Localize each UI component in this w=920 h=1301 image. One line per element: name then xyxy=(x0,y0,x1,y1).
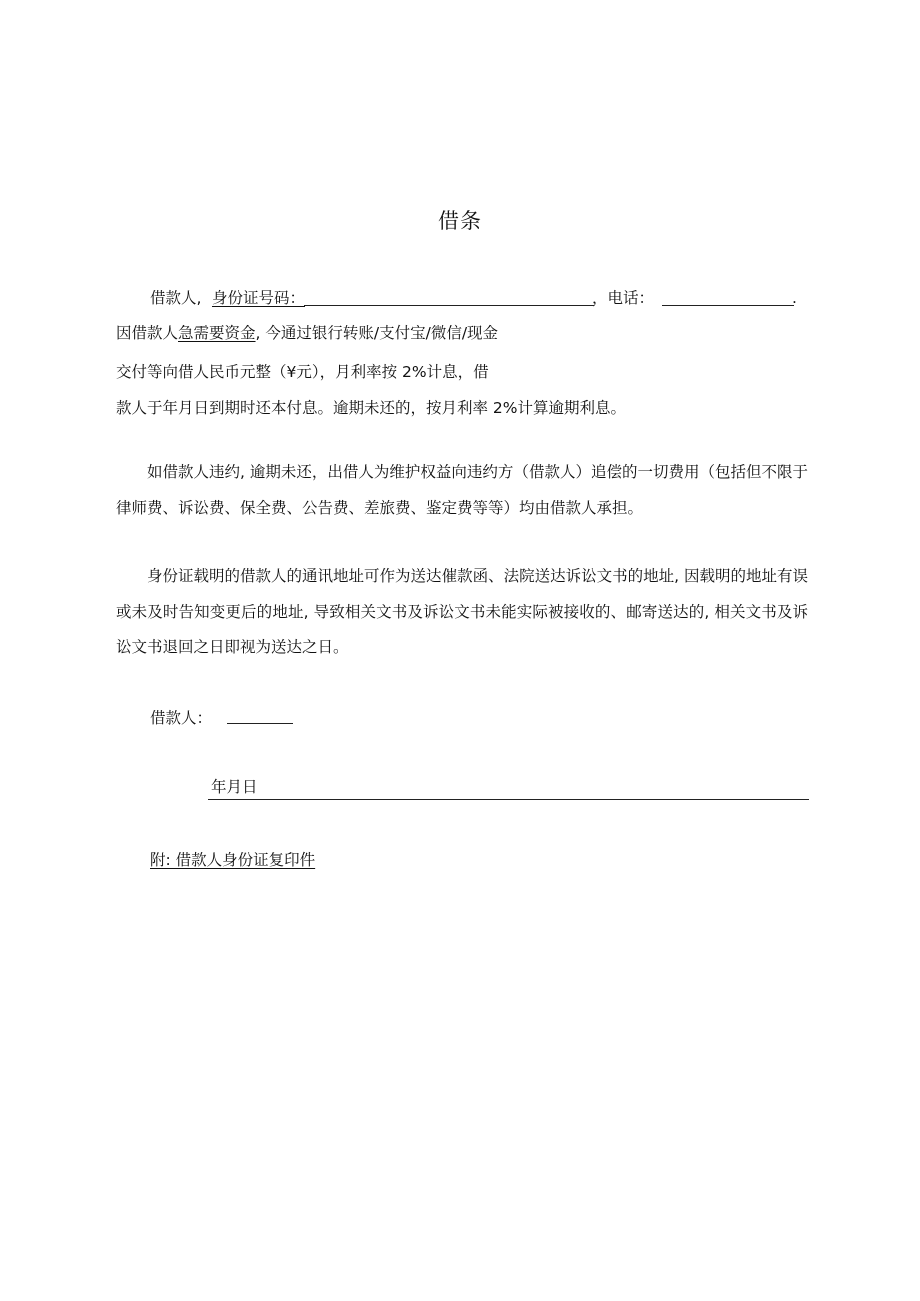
date-rule xyxy=(208,799,809,800)
breach-clause: 如借款人违约, 逾期未还，出借人为维护权益向违约方（借款人）追偿的一切费用（包括但不限于律师费、诉讼费、保全费、公告费、差旅费、鉴定费等等）均由借款人承担。 xyxy=(116,463,808,517)
line-end-mark: . xyxy=(792,289,797,307)
signature-label: 借款人： xyxy=(150,709,213,727)
attachment-note: 附: 借款人身份证复印件 xyxy=(150,851,316,869)
id-number-blank xyxy=(304,305,594,306)
date-label: 年月日 xyxy=(211,778,258,796)
loan-reason-line xyxy=(116,322,498,344)
loan-reason-prefix: 因借款人 xyxy=(116,324,179,342)
loan-reason: 急需要资金 xyxy=(178,324,256,342)
id-number-label: 身份证号码： xyxy=(212,289,306,307)
phone-blank xyxy=(662,305,794,306)
phone-label: ，电话： xyxy=(592,289,655,307)
address-clause: 身份证载明的借款人的通讯地址可作为送达催款函、法院送达诉讼文书的地址, 因载明的地址有误或未及时告知变更后的地址, 导致相关文书及诉讼文书未能实际被接收的、邮寄送达的, 相关文书及诉讼文书退回之日即视为送达之日。 xyxy=(116,567,808,656)
repayment-terms-line: 款人于年月日到期时还本付息。逾期未还的，按月利率 2%计算逾期利息。 xyxy=(116,399,627,417)
loan-amount-line: 交付等向借人民币元整（¥元），月利率按 2%计息，借 xyxy=(116,363,489,381)
payment-methods: , 今通过银行转账/支付宝/微信/现金 xyxy=(255,324,499,342)
signature-blank xyxy=(227,723,293,724)
borrower-label: 借款人, xyxy=(150,289,202,307)
document-title: 借条 xyxy=(438,209,482,233)
